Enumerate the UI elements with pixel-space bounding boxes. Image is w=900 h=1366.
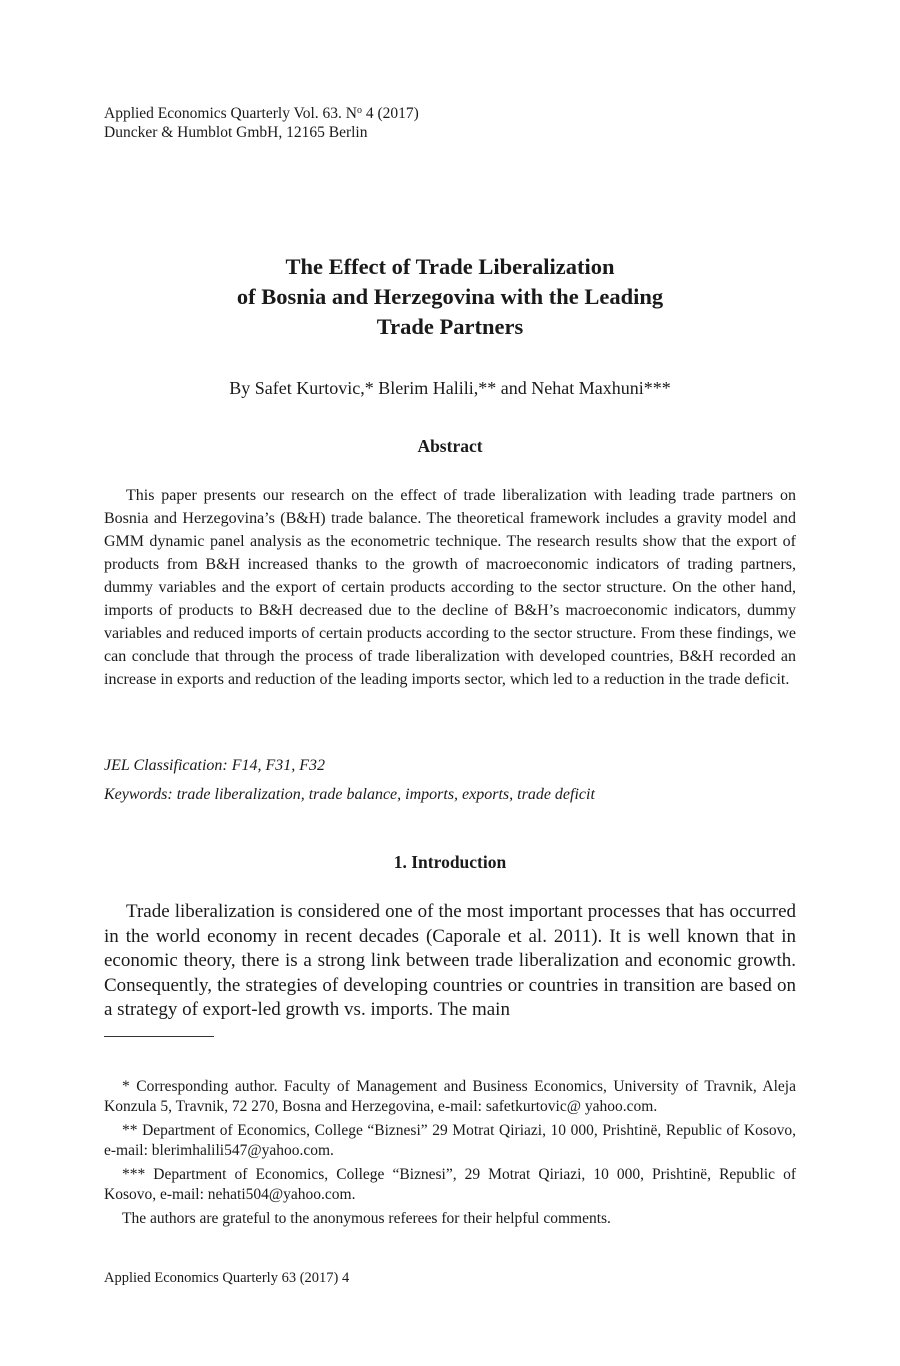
paper-title [150, 252, 750, 342]
footnotes [104, 1077, 796, 1233]
title-line-2: of Bosnia and Herzegovina with the Leading [236, 284, 664, 309]
footnote-2: ** Department of Economics, College “Biznesi” 29 Motrat Qiriazi, 10 000, Prishtinë, Republic of Kosovo, e-mail: blerimhalili547@yahoo.com. [104, 1122, 796, 1159]
jel-classification: JEL Classification: F14, F31, F32 [104, 757, 326, 774]
introduction-text: Trade liberalization is considered one of the most important processes that has occurred in the world economy in recent decades (Caporale et al. 2011). It is well known that in economic theory, there is a strong link between trade liberalization and economic growth. Consequently, the strategies of developing countries or countries in transition are based on a strategy of export-led growth vs. imports. The main [104, 901, 796, 1020]
footnote-3: *** Department of Economics, College “Biznesi”, 29 Motrat Qiriazi, 10 000, Prishtinë, Republic of Kosovo, e-mail: nehati504@yahoo.com. [104, 1166, 796, 1203]
acknowledgement: The authors are grateful to the anonymous referees for their helpful comments. [122, 1210, 611, 1227]
abstract-heading: Abstract [417, 436, 483, 456]
footnote-divider [104, 1036, 214, 1037]
abstract-text: This paper presents our research on the effect of trade liberalization with leading trade partners on Bosnia and Herzegovina’s (B&H) trade balance. The theoretical framework includes a gravity model and GMM dynamic panel analysis as the econometric technique. The research results show that the export of products from B&H increased thanks to the growth of macroeconomic indicators of trading partners, dummy variables and the export of certain products according to the sector structure. On the other hand, imports of products to B&H decreased due to the decline of B&H’s macroeconomic indicators, dummy variables and reduced imports of certain products according to the sector structure. From these findings, we can conclude that through the process of trade liberalization with developed countries, B&H recorded an increase in exports and reduction of the leading imports sector, which led to a reduction in the trade deficit. [104, 487, 796, 688]
page-footer: Applied Economics Quarterly 63 (2017) 4 [104, 1270, 350, 1286]
keywords: Keywords: trade liberalization, trade balance, imports, exports, trade deficit [104, 786, 595, 803]
journal-citation: Applied Economics Quarterly Vol. 63. $N^o$ 4 (2017) [104, 105, 419, 122]
title-line-1: The Effect of Trade Liberalization [285, 254, 615, 279]
author-line: By Safet Kurtovic,* Blerim Halili,** and Nehat Maxhuni*** [229, 378, 671, 398]
footnote-1: * Corresponding author. Faculty of Management and Business Economics, University of Travnik, Aleja Konzula 5, Travnik, 72 270, Bosna and Herzegovina, e-mail: safetkurtovic@ yahoo.com. [104, 1078, 796, 1115]
publisher-line: Duncker & Humblot GmbH, 12165 Berlin [104, 124, 368, 141]
journal-header [104, 101, 419, 142]
introduction-heading: 1. Introduction [393, 852, 507, 872]
title-line-3: Trade Partners [376, 314, 524, 339]
